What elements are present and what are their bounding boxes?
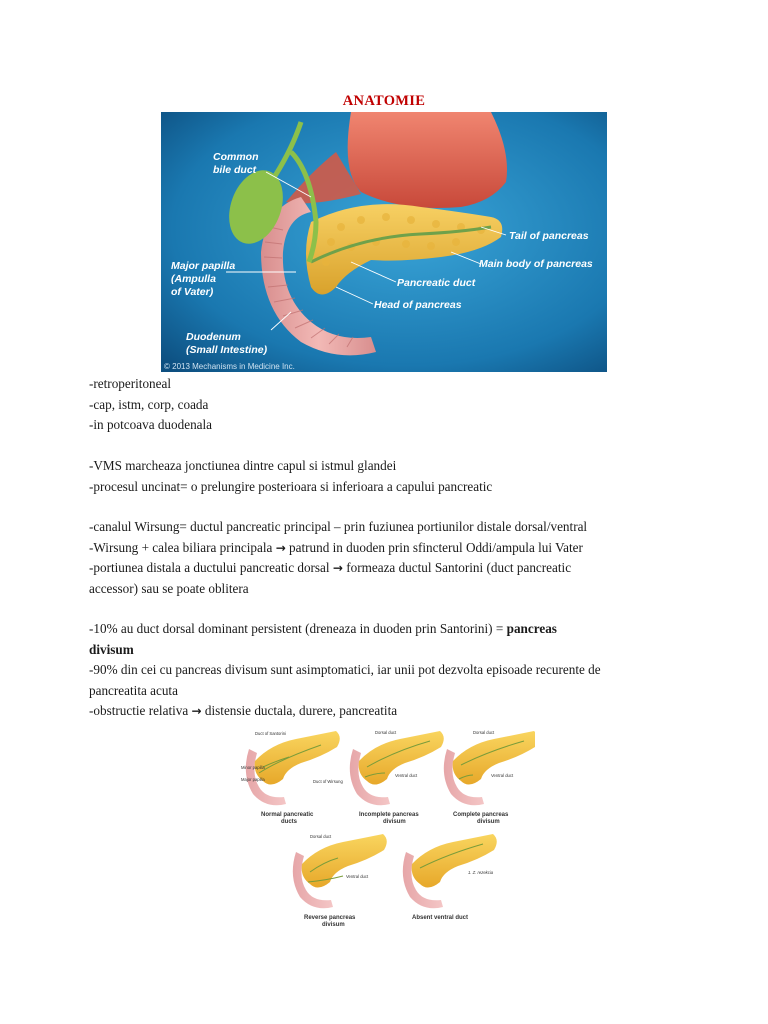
text-line: -obstructie relativa → distensie ductala, durere, pancreatita <box>89 703 398 719</box>
label-common-bile-duct-1: Common <box>213 151 259 163</box>
panel-absent-ventral-duct <box>403 834 497 921</box>
label-duodenum-2: (Small Intestine) <box>186 344 268 356</box>
caption: divisum <box>477 819 500 825</box>
label-major-papilla-1: Major papilla <box>171 260 236 272</box>
caption: Incomplete pancreas <box>359 812 419 818</box>
svg-text:Duct of Wirsung: Duct of Wirsung <box>313 779 343 784</box>
svg-text:Ventral duct: Ventral duct <box>395 773 418 778</box>
caption: Reverse pancreas <box>304 915 356 921</box>
figure-copyright: © 2013 Mechanisms in Medicine Inc. <box>164 362 295 371</box>
text-line: pancreatita acuta <box>89 682 178 698</box>
bold-term: pancreas <box>506 621 557 636</box>
label-head-of-pancreas: Head of pancreas <box>374 299 462 311</box>
panel-complete-divisum <box>444 730 535 825</box>
page-title: ANATOMIE <box>342 93 426 109</box>
text-line: -portiunea distala a ductului pancreatic dorsal → formeaza ductul Santorini (duct pancreatic <box>89 560 572 576</box>
text-line: -canalul Wirsung= ductul pancreatic principal – prin fuziunea portiunilor distale dorsal/ventral <box>89 519 588 534</box>
panel-normal-ducts <box>241 731 343 825</box>
text-line: accessor) sau se poate oblitera <box>89 580 249 596</box>
label-tail-of-pancreas: Tail of pancreas <box>509 230 589 242</box>
arrow-icon: → <box>191 704 202 719</box>
text-line: -cap, istm, corp, coada <box>89 396 209 412</box>
text-line: -Wirsung + calea biliara principala → patrund in duoden prin sfincterul Oddi/ampula lui Vater <box>89 539 583 555</box>
svg-text:Ventral duct: Ventral duct <box>346 874 369 879</box>
caption: Absent ventral duct <box>412 915 469 921</box>
panel-incomplete-divisum <box>350 730 444 825</box>
caption: divisum <box>383 819 406 825</box>
label-common-bile-duct-2: bile duct <box>213 164 257 176</box>
pancreas-anatomy-figure <box>161 112 607 372</box>
svg-text:Ventral duct: Ventral duct <box>491 773 514 778</box>
svg-text:Major papilla: Major papilla <box>241 777 265 782</box>
text-section-3 <box>89 517 689 599</box>
svg-text:Dorsal duct: Dorsal duct <box>473 730 495 735</box>
arrow-icon: → <box>275 540 286 555</box>
svg-text:1. Z. rezekcia: 1. Z. rezekcia <box>468 870 494 875</box>
text-section-1 <box>89 374 689 436</box>
caption: ducts <box>281 819 298 825</box>
text-line: -procesul uncinat= o prelungire posterioara si inferioara a capului pancreatic <box>89 478 493 494</box>
text-line: -in potcoava duodenala <box>89 417 213 433</box>
text-section-4 <box>89 619 689 722</box>
stomach <box>348 112 507 208</box>
svg-text:Minor papilla: Minor papilla <box>241 765 265 770</box>
caption: Complete pancreas <box>453 812 509 818</box>
svg-text:Dorsal duct: Dorsal duct <box>375 730 397 735</box>
text-section-2 <box>89 456 689 497</box>
label-duodenum-1: Duodenum <box>186 331 241 343</box>
text-line <box>89 640 689 661</box>
label-major-papilla-3: of Vater) <box>171 286 214 298</box>
text-line: -90% din cei cu pancreas divisum sunt asimptomatici, iar unii pot dezvolta episoade recurente de <box>89 662 601 678</box>
label-main-body-of-pancreas: Main body of pancreas <box>479 258 593 270</box>
text-line: -VMS marcheaza jonctiunea dintre capul si istmul glandei <box>89 458 397 473</box>
caption: Normal pancreatic <box>261 812 314 818</box>
caption: divisum <box>322 922 345 928</box>
panel-reverse-divisum <box>293 834 387 928</box>
pancreas-divisum-variants-figure <box>233 724 535 929</box>
text-line: -10% au duct dorsal dominant persistent (dreneaza in duoden prin Santorini) = pancreas <box>89 621 557 636</box>
svg-text:Duct of Santorini: Duct of Santorini <box>255 731 286 736</box>
label-pancreatic-duct: Pancreatic duct <box>397 277 476 289</box>
bold-term: divisum <box>89 641 134 657</box>
arrow-icon: → <box>332 561 343 576</box>
svg-text:Dorsal duct: Dorsal duct <box>310 834 332 839</box>
label-major-papilla-2: (Ampulla <box>171 273 216 285</box>
text-line: -retroperitoneal <box>89 376 172 391</box>
